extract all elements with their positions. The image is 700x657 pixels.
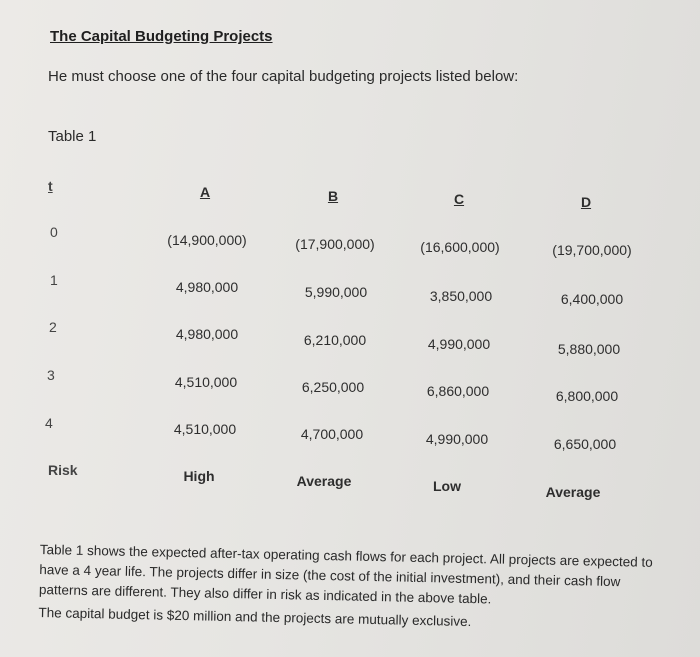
row-label-t2: 2 — [49, 319, 57, 335]
cell-c-t3: 6,860,000 — [426, 383, 490, 399]
table-label: Table 1 — [48, 128, 97, 145]
cell-d-t4: 6,650,000 — [553, 436, 617, 452]
risk-b: Average — [296, 473, 352, 489]
cell-d-t3: 6,800,000 — [555, 388, 619, 404]
row-label-t1: 1 — [50, 272, 58, 288]
risk-c: Low — [433, 478, 461, 494]
cell-a-t4: 4,510,000 — [173, 421, 237, 437]
cell-b-t3: 6,250,000 — [301, 379, 365, 395]
cell-d-t2: 5,880,000 — [557, 341, 621, 357]
column-header-a: A — [199, 184, 211, 200]
cell-d-t0: (19,700,000) — [552, 242, 632, 258]
cell-a-t0: (14,900,000) — [167, 232, 247, 248]
cell-b-t4: 4,700,000 — [300, 426, 364, 442]
cell-c-t1: 3,850,000 — [429, 288, 493, 304]
column-header-d: D — [580, 194, 592, 210]
risk-d: Average — [545, 484, 601, 500]
cell-b-t2: 6,210,000 — [303, 332, 367, 348]
cell-c-t0: (16,600,000) — [420, 239, 500, 255]
cell-a-t1: 4,980,000 — [175, 279, 239, 295]
explanation-paragraph: Table 1 shows the expected after-tax operating cash flows for each project. All projects are expected to have a 4 year life. The projects differ in size (the cost of the initial investment), and their cash flow patterns are different. They also differ in risk as indicated in the above table. — [38, 541, 653, 607]
cell-b-t1: 5,990,000 — [304, 284, 368, 300]
cell-a-t2: 4,980,000 — [175, 326, 239, 342]
cell-c-t2: 4,990,000 — [427, 336, 491, 352]
risk-row-label: Risk — [48, 462, 78, 478]
cell-c-t4: 4,990,000 — [425, 431, 489, 447]
row-label-t3: 3 — [47, 367, 55, 383]
explanation-text — [38, 540, 660, 636]
time-header: t — [48, 178, 53, 194]
row-label-t4: 4 — [45, 415, 53, 431]
row-label-t0: 0 — [50, 224, 58, 240]
column-header-b: B — [327, 188, 339, 204]
risk-a: High — [183, 468, 215, 484]
budget-constraint-paragraph: The capital budget is $20 million and the projects are mutually exclusive. — [38, 604, 472, 630]
cell-b-t0: (17,900,000) — [295, 236, 375, 252]
cell-a-t3: 4,510,000 — [174, 374, 238, 390]
cell-d-t1: 6,400,000 — [560, 291, 624, 307]
column-header-c: C — [453, 191, 465, 207]
intro-sentence: He must choose one of the four capital budgeting projects listed below: — [48, 68, 519, 85]
page-title: The Capital Budgeting Projects — [50, 28, 273, 45]
